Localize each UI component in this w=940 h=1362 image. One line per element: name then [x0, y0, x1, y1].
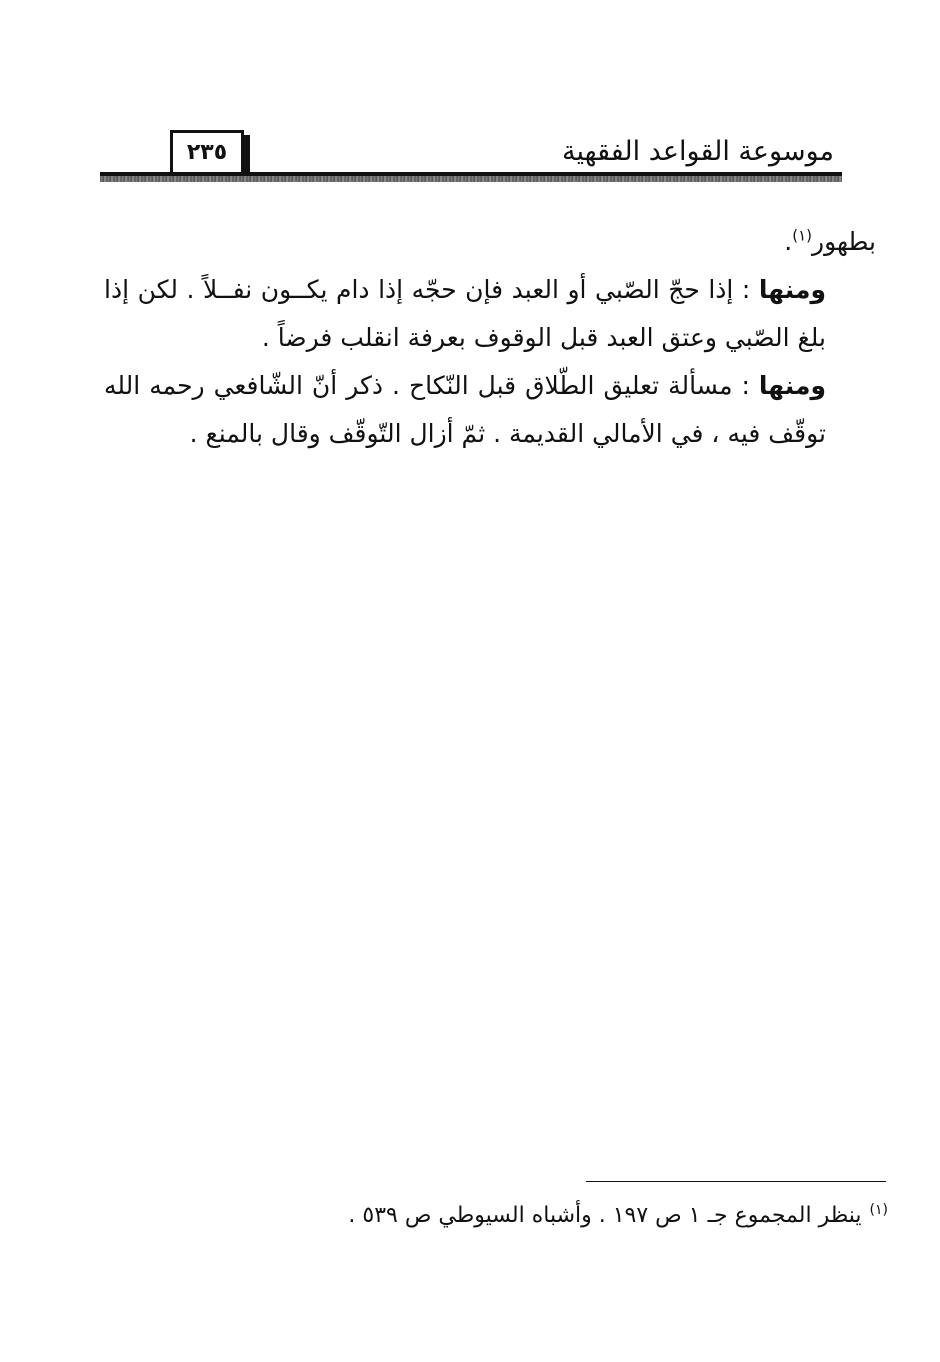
paragraph-1	[104, 266, 876, 362]
footnote-1-number: (١)	[869, 1201, 888, 1218]
paragraph-1-keyword: ومنها	[758, 275, 826, 304]
page-number: ٢٣٥	[170, 130, 244, 174]
footnote-1	[348, 1196, 888, 1236]
paragraph-1-text: : إذا حجّ الصّبي أو العبد فإن حجّه إذا دام يكــون نفــلاً . لكن إذا بلغ الصّبي وعتق العبد قبل الوقوف بعرفة انقلب فرضاً .	[104, 275, 826, 352]
continuation-period: .	[784, 227, 793, 256]
page-header	[100, 118, 842, 188]
footnote-separator	[586, 1181, 886, 1182]
running-title: موسوعة القواعد الفقهية	[562, 136, 834, 167]
header-rule-shade	[100, 176, 842, 182]
continuation-text: بطهور	[812, 227, 876, 256]
paragraph-2	[104, 362, 876, 458]
main-text	[104, 218, 876, 458]
footnote-1-text: ينظر المجموع جـ ١ ص ١٩٧ . وأشباه السيوطي ص ٥٣٩ .	[348, 1203, 862, 1228]
paragraph-2-keyword: ومنها	[758, 371, 827, 400]
paragraph-2-text: : مسألة تعليق الطّلاق قبل النّكاح . ذكر أنّ الشّافعي رحمه الله توقّف فيه ، في الأمالي القديمة . ثمّ أزال التّوقّف وقال بالمنع .	[104, 371, 826, 448]
footnote-reference: (١)	[792, 226, 813, 245]
paragraph-continuation	[104, 218, 876, 266]
